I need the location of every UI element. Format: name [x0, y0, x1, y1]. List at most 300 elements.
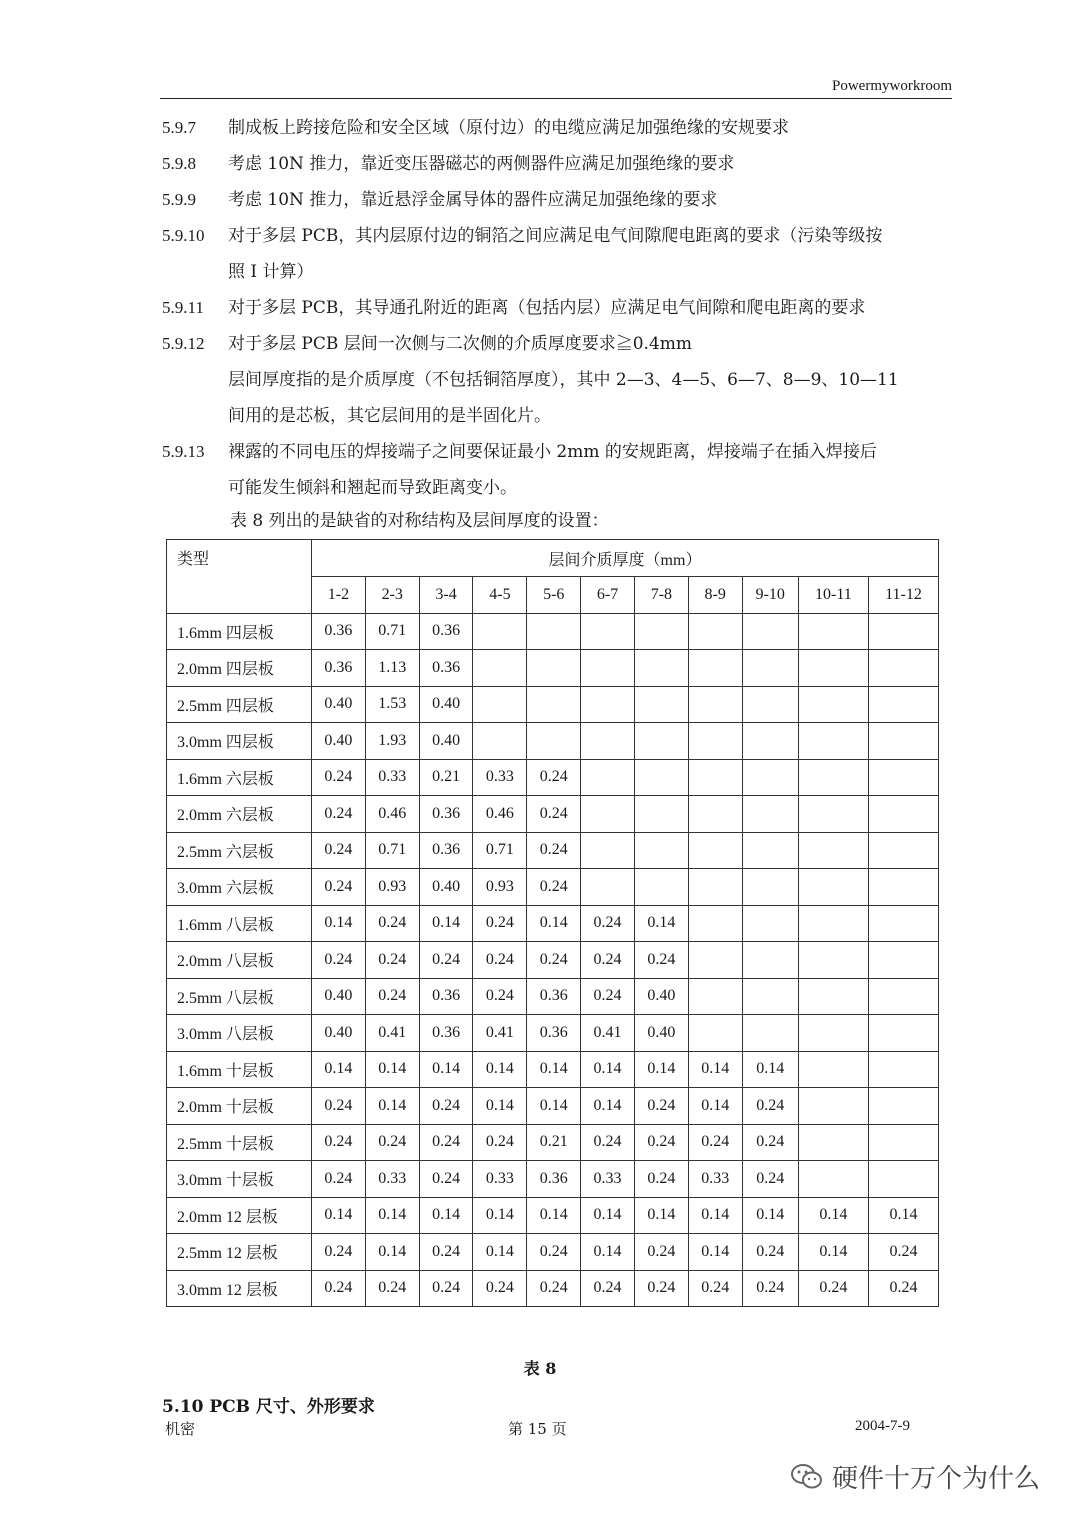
type-header: 类型 [167, 540, 312, 614]
table-cell [798, 942, 868, 979]
table-cell: 0.24 [634, 1124, 688, 1161]
clause-number: 5.9.8 [162, 154, 196, 173]
table-cell: 0.14 [473, 1088, 527, 1125]
table-cell [868, 1051, 938, 1088]
table-cell: 0.14 [798, 1197, 868, 1234]
table-cell: 0.71 [473, 832, 527, 869]
table-cell: 0.36 [312, 613, 366, 650]
table-intro: 表 8 列出的是缺省的对称结构及层间厚度的设置： [230, 511, 609, 531]
row-label: 2.0mm 六层板 [167, 796, 312, 833]
footer-page-number: 第 15 页 [508, 1420, 567, 1438]
table-cell: 0.24 [742, 1161, 798, 1198]
table-cell [688, 613, 742, 650]
table-cell: 0.14 [634, 1197, 688, 1234]
table-cell: 0.36 [419, 832, 473, 869]
table-row [167, 832, 939, 869]
table-cell [688, 686, 742, 723]
table-row [167, 869, 939, 906]
table-cell: 0.40 [419, 723, 473, 760]
table-cell: 0.14 [688, 1051, 742, 1088]
table-cell [868, 686, 938, 723]
clause-text: 对于多层 PCB，其内层原付边的铜箔之间应满足电气间隙爬电距离的要求（污染等级按 [228, 226, 883, 246]
table-cell: 0.41 [365, 1015, 419, 1052]
section-title: 5.10 PCB 尺寸、外形要求 [162, 1397, 375, 1417]
table-cell [868, 613, 938, 650]
table-cell [798, 1015, 868, 1052]
table-cell [634, 613, 688, 650]
row-label: 1.6mm 八层板 [167, 905, 312, 942]
column-header: 9-10 [742, 577, 798, 614]
row-label: 1.6mm 十层板 [167, 1051, 312, 1088]
column-header: 1-2 [312, 577, 366, 614]
table-cell: 0.24 [581, 1124, 635, 1161]
table-cell: 0.36 [419, 978, 473, 1015]
table-cell: 0.24 [312, 832, 366, 869]
table-cell [581, 686, 635, 723]
table-cell [527, 650, 581, 687]
table-row [167, 1234, 939, 1271]
table-cell: 0.24 [634, 942, 688, 979]
watermark [790, 1458, 1040, 1495]
table-cell: 0.14 [581, 1234, 635, 1271]
table-cell: 0.41 [473, 1015, 527, 1052]
table-cell: 0.14 [365, 1197, 419, 1234]
row-label: 2.5mm 十层板 [167, 1124, 312, 1161]
table-cell: 0.14 [581, 1197, 635, 1234]
table-cell: 0.24 [742, 1124, 798, 1161]
column-header: 8-9 [688, 577, 742, 614]
table-cell: 0.24 [742, 1234, 798, 1271]
table-cell [798, 650, 868, 687]
table-cell: 0.14 [581, 1051, 635, 1088]
table-cell [868, 869, 938, 906]
table-cell: 0.71 [365, 613, 419, 650]
row-label: 3.0mm 12 层板 [167, 1270, 312, 1307]
table-cell: 0.24 [581, 1270, 635, 1307]
table-cell: 0.24 [312, 1088, 366, 1125]
table-cell [868, 1015, 938, 1052]
table-cell: 0.40 [419, 869, 473, 906]
clause-text: 可能发生倾斜和翘起而导致距离变小。 [228, 478, 517, 498]
table-cell: 0.24 [868, 1234, 938, 1271]
table-cell: 0.24 [868, 1270, 938, 1307]
row-label: 2.5mm 四层板 [167, 686, 312, 723]
table-cell: 0.14 [419, 1051, 473, 1088]
row-label: 3.0mm 十层板 [167, 1161, 312, 1198]
table-cell [798, 686, 868, 723]
table-cell [868, 796, 938, 833]
table-cell: 0.40 [419, 686, 473, 723]
clause-number: 5.9.12 [162, 334, 205, 353]
table-cell: 0.14 [798, 1234, 868, 1271]
table-cell [798, 759, 868, 796]
row-label: 2.0mm 十层板 [167, 1088, 312, 1125]
clause-line [162, 182, 952, 218]
table-cell: 0.36 [527, 1015, 581, 1052]
clause-line [162, 218, 952, 254]
column-header: 10-11 [798, 577, 868, 614]
clause-line [162, 254, 952, 290]
table-cell: 0.24 [527, 1234, 581, 1271]
clause-line [162, 146, 952, 182]
table-cell [688, 978, 742, 1015]
table-cell [868, 942, 938, 979]
table-cell: 0.24 [312, 942, 366, 979]
table-cell: 0.33 [365, 759, 419, 796]
table-row [167, 1161, 939, 1198]
row-label: 3.0mm 八层板 [167, 1015, 312, 1052]
table-cell: 0.24 [419, 1124, 473, 1161]
table-cell: 0.24 [365, 978, 419, 1015]
clause-list [162, 110, 952, 506]
table-cell: 0.40 [634, 978, 688, 1015]
table-row [167, 1270, 939, 1307]
table-cell [688, 759, 742, 796]
table-row [167, 650, 939, 687]
header-title: Powermyworkroom [832, 78, 952, 94]
table-cell: 0.24 [634, 1161, 688, 1198]
clause-text: 考虑 10N 推力，靠近变压器磁芯的两侧器件应满足加强绝缘的要求 [228, 154, 735, 174]
table-cell [634, 796, 688, 833]
table-cell: 0.24 [312, 869, 366, 906]
row-label: 3.0mm 六层板 [167, 869, 312, 906]
clause-text: 层间厚度指的是介质厚度（不包括铜箔厚度），其中 2—3、4—5、6—7、8—9、10—11 [228, 370, 899, 390]
table-cell [742, 613, 798, 650]
table-cell [688, 723, 742, 760]
table-cell [688, 869, 742, 906]
table-row [167, 686, 939, 723]
table-cell [581, 796, 635, 833]
table-cell: 1.93 [365, 723, 419, 760]
table-cell [634, 759, 688, 796]
table-cell: 0.40 [634, 1015, 688, 1052]
table-cell: 0.24 [742, 1270, 798, 1307]
table-cell: 0.24 [419, 1234, 473, 1271]
clause-line [162, 398, 952, 434]
group-header: 层间介质厚度（mm） [312, 540, 939, 577]
column-header: 11-12 [868, 577, 938, 614]
clause-line [162, 326, 952, 362]
clause-line [162, 110, 952, 146]
table-cell: 0.33 [365, 1161, 419, 1198]
column-header: 4-5 [473, 577, 527, 614]
column-header: 2-3 [365, 577, 419, 614]
column-header: 6-7 [581, 577, 635, 614]
table-cell: 0.40 [312, 1015, 366, 1052]
table-cell [688, 796, 742, 833]
page-header [160, 76, 952, 99]
table-cell: 0.14 [634, 1051, 688, 1088]
table-cell: 0.24 [365, 942, 419, 979]
table-cell: 0.24 [312, 796, 366, 833]
table-cell: 0.24 [527, 1270, 581, 1307]
table-cell: 0.33 [688, 1161, 742, 1198]
table-cell: 0.14 [742, 1051, 798, 1088]
table-cell [581, 869, 635, 906]
table-cell: 0.14 [365, 1051, 419, 1088]
table-cell: 0.14 [473, 1234, 527, 1271]
table-cell: 0.14 [473, 1197, 527, 1234]
table-cell: 0.40 [312, 723, 366, 760]
table-cell: 0.24 [581, 905, 635, 942]
table-cell [798, 832, 868, 869]
clause-text: 制成板上跨接危险和安全区域（原付边）的电缆应满足加强绝缘的安规要求 [228, 118, 789, 138]
row-label: 2.5mm 六层板 [167, 832, 312, 869]
column-header: 3-4 [419, 577, 473, 614]
table-cell [868, 1161, 938, 1198]
table-cell [634, 869, 688, 906]
table-cell: 0.24 [312, 1161, 366, 1198]
table-cell: 0.24 [365, 1124, 419, 1161]
table-cell: 0.40 [312, 686, 366, 723]
clause-number: 5.9.11 [162, 298, 204, 317]
table-cell [634, 650, 688, 687]
table-cell [634, 832, 688, 869]
row-label: 3.0mm 四层板 [167, 723, 312, 760]
table-cell [473, 686, 527, 723]
table-cell: 0.24 [581, 978, 635, 1015]
clause-number: 5.9.13 [162, 442, 205, 461]
table-cell [868, 832, 938, 869]
table-cell: 0.41 [581, 1015, 635, 1052]
table-cell: 0.40 [312, 978, 366, 1015]
table-cell [742, 796, 798, 833]
table-cell: 0.14 [419, 1197, 473, 1234]
table-cell [688, 650, 742, 687]
table-cell: 0.71 [365, 832, 419, 869]
table-cell: 0.21 [419, 759, 473, 796]
clause-number: 5.9.10 [162, 226, 205, 245]
table-cell [868, 759, 938, 796]
table-cell: 0.24 [312, 759, 366, 796]
table-row [167, 1124, 939, 1161]
table-row [167, 905, 939, 942]
table-cell [742, 686, 798, 723]
table-cell [527, 613, 581, 650]
table-cell: 0.24 [634, 1088, 688, 1125]
table-cell [742, 723, 798, 760]
clause-text: 考虑 10N 推力，靠近悬浮金属导体的器件应满足加强绝缘的要求 [228, 190, 718, 210]
table-cell [527, 686, 581, 723]
clause-text: 对于多层 PCB 层间一次侧与二次侧的介质厚度要求≧0.4mm [228, 334, 693, 354]
table-row [167, 1197, 939, 1234]
table-cell [868, 905, 938, 942]
table-cell [473, 723, 527, 760]
table-cell [798, 796, 868, 833]
table-row [167, 759, 939, 796]
table-cell [742, 978, 798, 1015]
table-cell [581, 650, 635, 687]
table-cell: 0.46 [365, 796, 419, 833]
table-cell: 0.24 [419, 1161, 473, 1198]
table-cell: 0.33 [581, 1161, 635, 1198]
table-cell [868, 1088, 938, 1125]
table-cell: 0.24 [419, 1088, 473, 1125]
table-cell: 0.14 [688, 1088, 742, 1125]
table-cell: 0.24 [473, 942, 527, 979]
table-caption: 表 8 [523, 1359, 557, 1378]
table-cell: 0.21 [527, 1124, 581, 1161]
table-cell [742, 832, 798, 869]
table-row [167, 613, 939, 650]
table-cell: 0.14 [365, 1088, 419, 1125]
table-row [167, 1088, 939, 1125]
table-cell: 0.14 [365, 1234, 419, 1271]
table-cell: 0.36 [419, 650, 473, 687]
table-cell: 0.14 [688, 1197, 742, 1234]
table-row [167, 1051, 939, 1088]
table-cell: 0.24 [365, 1270, 419, 1307]
row-label: 2.5mm 八层板 [167, 978, 312, 1015]
table-cell: 0.24 [688, 1270, 742, 1307]
clause-line [162, 434, 952, 470]
table-cell: 0.24 [634, 1270, 688, 1307]
clause-number: 5.9.9 [162, 190, 196, 209]
column-header: 7-8 [634, 577, 688, 614]
table-cell: 0.36 [419, 613, 473, 650]
table-cell: 0.36 [419, 796, 473, 833]
table-cell [742, 650, 798, 687]
table-cell: 0.24 [742, 1088, 798, 1125]
table-cell: 0.14 [312, 905, 366, 942]
row-label: 2.0mm 八层板 [167, 942, 312, 979]
table-cell [798, 869, 868, 906]
table-cell [742, 1015, 798, 1052]
table-cell: 0.24 [634, 1234, 688, 1271]
row-label: 1.6mm 六层板 [167, 759, 312, 796]
table-cell: 0.14 [688, 1234, 742, 1271]
table-cell [581, 613, 635, 650]
clause-text: 裸露的不同电压的焊接端子之间要保证最小 2mm 的安规距离，焊接端子在插入焊接后 [228, 442, 877, 462]
table-cell: 0.24 [798, 1270, 868, 1307]
table-cell: 0.24 [581, 942, 635, 979]
table-cell [798, 1051, 868, 1088]
table-cell: 0.14 [527, 1197, 581, 1234]
table-cell [688, 905, 742, 942]
table-cell: 0.14 [312, 1051, 366, 1088]
table-cell: 0.24 [688, 1124, 742, 1161]
row-label: 2.0mm 12 层板 [167, 1197, 312, 1234]
table-cell: 0.24 [473, 1124, 527, 1161]
table-cell: 0.24 [527, 759, 581, 796]
row-label: 1.6mm 四层板 [167, 613, 312, 650]
clause-line [162, 362, 952, 398]
table-cell [581, 832, 635, 869]
watermark-text: 硬件十万个为什么 [832, 1464, 1041, 1494]
table-cell: 0.36 [312, 650, 366, 687]
row-label: 2.0mm 四层板 [167, 650, 312, 687]
table-cell: 0.24 [527, 869, 581, 906]
table-cell: 0.14 [419, 905, 473, 942]
table-cell [798, 978, 868, 1015]
table-cell: 0.14 [473, 1051, 527, 1088]
table-cell: 0.24 [419, 942, 473, 979]
table-cell: 1.13 [365, 650, 419, 687]
table-cell: 0.24 [312, 1124, 366, 1161]
table-cell [868, 650, 938, 687]
table-cell [527, 723, 581, 760]
table-row [167, 1015, 939, 1052]
table-cell [742, 942, 798, 979]
table-cell [798, 723, 868, 760]
table-cell: 0.14 [634, 905, 688, 942]
table-cell: 0.14 [868, 1197, 938, 1234]
table-cell: 1.53 [365, 686, 419, 723]
table-cell [798, 1161, 868, 1198]
table-cell [473, 650, 527, 687]
table-cell [634, 686, 688, 723]
table-cell [868, 1124, 938, 1161]
table-cell: 0.24 [527, 942, 581, 979]
table-cell [742, 759, 798, 796]
table-cell [473, 613, 527, 650]
table-cell [581, 759, 635, 796]
table-8 [166, 539, 939, 1307]
table-cell [688, 1015, 742, 1052]
table-cell [798, 905, 868, 942]
table-cell [688, 942, 742, 979]
table-cell: 0.24 [527, 832, 581, 869]
clause-line [162, 470, 952, 506]
clause-text: 对于多层 PCB，其导通孔附近的距离（包括内层）应满足电气间隙和爬电距离的要求 [228, 298, 866, 318]
table-cell [688, 832, 742, 869]
table-cell: 0.93 [365, 869, 419, 906]
table-cell: 0.33 [473, 1161, 527, 1198]
table-cell: 0.24 [419, 1270, 473, 1307]
table-cell [742, 869, 798, 906]
table-cell: 0.36 [419, 1015, 473, 1052]
table-row [167, 796, 939, 833]
clause-number: 5.9.7 [162, 118, 196, 137]
table-cell: 0.93 [473, 869, 527, 906]
table-cell: 0.36 [527, 978, 581, 1015]
table-cell [634, 723, 688, 760]
table-cell: 0.24 [312, 1234, 366, 1271]
table-cell: 0.24 [473, 905, 527, 942]
table-cell [798, 1124, 868, 1161]
table-row [167, 942, 939, 979]
wechat-icon [790, 1463, 824, 1491]
table-row [167, 978, 939, 1015]
table-cell: 0.24 [473, 978, 527, 1015]
table-cell: 0.14 [527, 1088, 581, 1125]
table-cell: 0.24 [473, 1270, 527, 1307]
clause-line [162, 290, 952, 326]
table-cell: 0.14 [527, 1051, 581, 1088]
table-cell: 0.24 [312, 1270, 366, 1307]
table-cell [868, 978, 938, 1015]
row-label: 2.5mm 12 层板 [167, 1234, 312, 1271]
footer-confidential: 机密 [165, 1420, 196, 1438]
table-cell [798, 1088, 868, 1125]
table-row [167, 723, 939, 760]
table-cell: 0.14 [742, 1197, 798, 1234]
table-cell: 0.14 [581, 1088, 635, 1125]
table-cell [742, 905, 798, 942]
table-cell: 0.36 [527, 1161, 581, 1198]
column-header: 5-6 [527, 577, 581, 614]
footer-date: 2004-7-9 [855, 1418, 910, 1434]
clause-text: 照 I 计算） [228, 262, 314, 282]
table-cell: 0.24 [365, 905, 419, 942]
table-cell [581, 723, 635, 760]
clause-text: 间用的是芯板，其它层间用的是半固化片。 [228, 406, 551, 426]
table-cell: 0.46 [473, 796, 527, 833]
table-cell: 0.33 [473, 759, 527, 796]
table-cell [868, 723, 938, 760]
table-cell: 0.24 [527, 796, 581, 833]
table-cell: 0.14 [312, 1197, 366, 1234]
